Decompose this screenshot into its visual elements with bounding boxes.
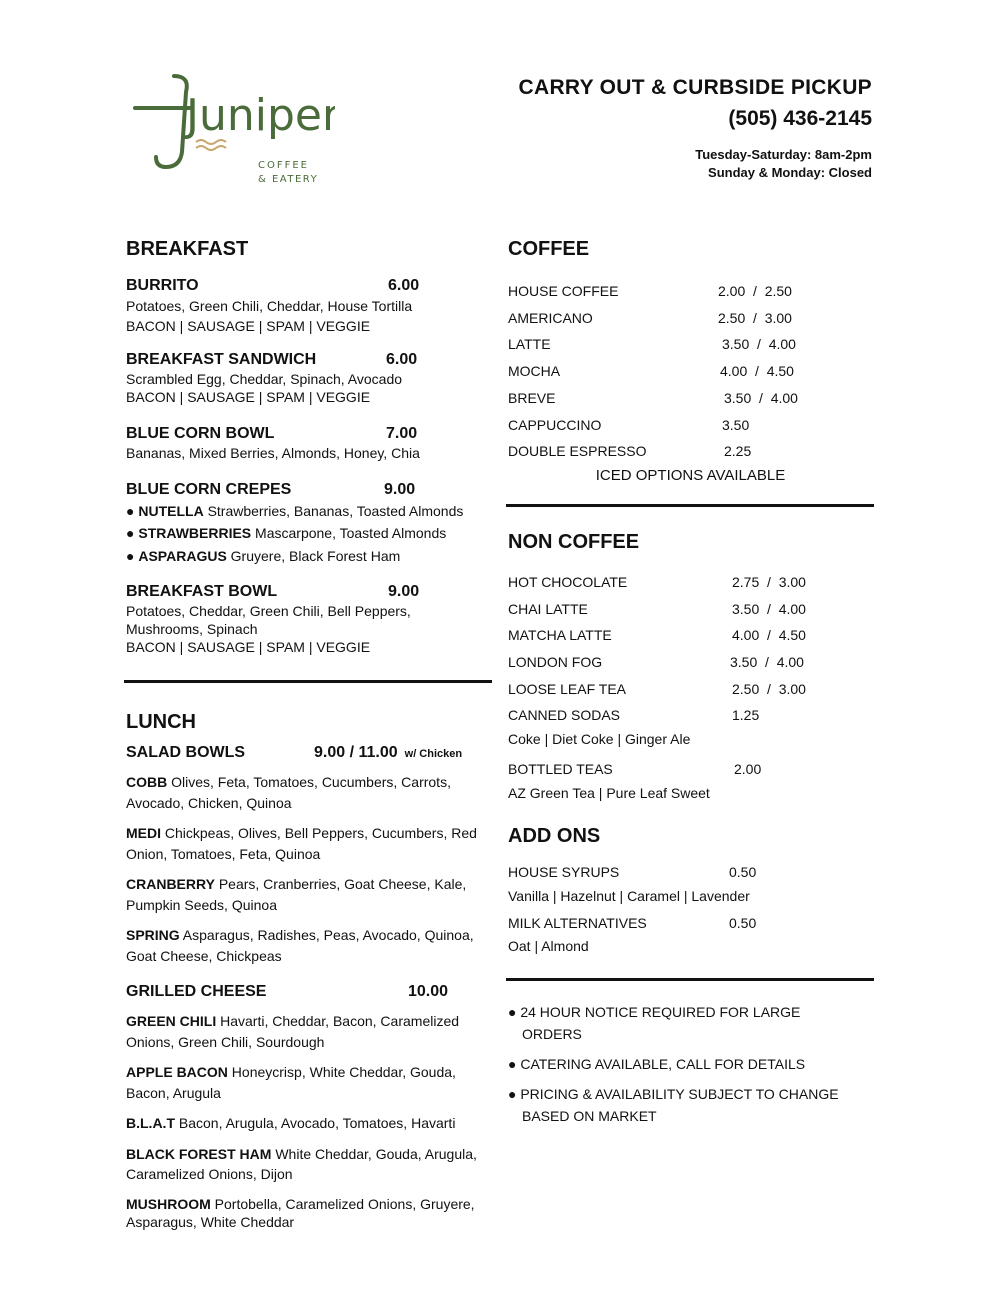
- breakfast-title: BREAKFAST: [126, 238, 249, 260]
- hours-line-2: Sunday & Monday: Closed: [708, 165, 872, 180]
- left-column: [126, 236, 496, 1241]
- addon-sub: Vanilla | Hazelnut | Caramel | Lavender: [508, 887, 750, 904]
- item-desc: Potatoes, Green Chili, Cheddar, House Tortilla: [126, 298, 413, 314]
- header: [519, 74, 872, 182]
- coffee-title: COFFEE: [508, 238, 590, 260]
- item-name: BREAKFAST BOWL: [126, 583, 278, 600]
- add-ons-title: ADD ONS: [508, 824, 601, 847]
- item-options: BACON | SAUSAGE | SPAM | VEGGIE: [126, 639, 371, 655]
- drink-row: CAPPUCCINO 3.50: [508, 416, 750, 433]
- item-desc: Bananas, Mixed Berries, Almonds, Honey, Chia: [126, 445, 420, 461]
- divider: [506, 504, 874, 507]
- note: ● PRICING & AVAILABILITY SUBJECT TO CHANGE BASED ON MARKET: [508, 1086, 839, 1125]
- salad-item: MEDI Chickpeas, Olives, Bell Peppers, Cucumbers, Red Onion, Tomatoes, Feta, Quinoa: [126, 825, 477, 862]
- note: ● 24 HOUR NOTICE REQUIRED FOR LARGE ORDERS: [508, 1004, 801, 1043]
- crepe-option: ● STRAWBERRIES Mascarpone, Toasted Almonds: [126, 525, 447, 541]
- drink-row: BOTTLED TEAS 2.00: [508, 761, 762, 778]
- item-desc: Scrambled Egg, Cheddar, Spinach, Avocado: [126, 371, 403, 387]
- drink-row: CHAI LATTE 3.50 / 4.00: [508, 600, 806, 617]
- breakfast-bowl-item: [126, 582, 496, 656]
- drink-row: AMERICANO 2.50 / 3.00: [508, 309, 792, 326]
- iced-options: ICED OPTIONS AVAILABLE: [595, 466, 786, 484]
- juniper-logo-icon: [130, 72, 335, 187]
- item-price: 6.00: [388, 277, 420, 294]
- item-price: 9.00 / 11.00: [314, 744, 398, 761]
- addon-row: HOUSE SYRUPS 0.50: [508, 863, 757, 880]
- sandwich-item: [126, 350, 496, 406]
- logo-sub2: & EATERY: [258, 174, 319, 185]
- drink-sub: Coke | Diet Coke | Ginger Ale: [508, 731, 691, 748]
- price-note: w/ Chicken: [404, 748, 463, 760]
- burrito-item: [126, 276, 496, 336]
- add-ons-list: [508, 859, 878, 956]
- item-name: BURRITO: [126, 277, 199, 294]
- right-column: [508, 236, 878, 1127]
- salad-item: CRANBERRY Pears, Cranberries, Goat Cheese, Kale, Pumpkin Seeds, Quinoa: [126, 876, 467, 913]
- hours-line-1: Tuesday-Saturday: 8am-2pm: [695, 147, 872, 162]
- grilled-cheese: [126, 982, 496, 1231]
- item-options: BACON | SAUSAGE | SPAM | VEGGIE: [126, 318, 371, 334]
- item-name: GRILLED CHEESE: [126, 983, 267, 1000]
- drink-sub: AZ Green Tea | Pure Leaf Sweet: [508, 784, 710, 801]
- salad-item: COBB Olives, Feta, Tomatoes, Cucumbers, Carrots, Avocado, Chicken, Quinoa: [126, 774, 451, 811]
- drink-row: HOT CHOCOLATE 2.75 / 3.00: [508, 573, 806, 590]
- crepe-option: ● ASPARAGUS Gruyere, Black Forest Ham: [126, 548, 401, 564]
- drink-row: MATCHA LATTE 4.00 / 4.50: [508, 627, 806, 644]
- blue-corn-bowl-item: [126, 424, 496, 462]
- grilled-item: BLACK FOREST HAM White Cheddar, Gouda, Arugula, Caramelized Onions, Dijon: [126, 1145, 477, 1182]
- item-price: 6.00: [386, 351, 418, 368]
- drink-row: MOCHA 4.00 / 4.50: [508, 363, 794, 380]
- item-price: 9.00: [384, 481, 416, 498]
- hours: [519, 146, 872, 182]
- grilled-item: APPLE BACON Honeycrisp, White Cheddar, Gouda, Bacon, Arugula: [126, 1064, 456, 1101]
- drink-row: CANNED SODAS 1.25: [508, 707, 760, 724]
- coffee-list: [508, 278, 878, 465]
- crepes-item: [126, 480, 496, 568]
- grilled-item: B.L.A.T Bacon, Arugula, Avocado, Tomatoes, Havarti: [126, 1115, 456, 1131]
- item-name: BREAKFAST SANDWICH: [126, 351, 317, 368]
- logo-sub1: COFFEE: [258, 160, 309, 171]
- divider: [124, 680, 492, 683]
- drink-row: BREVE 3.50 / 4.00: [508, 389, 798, 406]
- addon-sub: Oat | Almond: [508, 938, 589, 955]
- salad-bowls: [126, 743, 496, 966]
- item-name: BLUE CORN BOWL: [126, 425, 275, 442]
- logo: [130, 72, 335, 187]
- item-price: 10.00: [408, 983, 449, 1000]
- drink-row: LOOSE LEAF TEA 2.50 / 3.00: [508, 680, 806, 697]
- header-title: CARRY OUT & CURBSIDE PICKUP: [518, 76, 872, 99]
- non-coffee-title: NON COFFEE: [508, 530, 640, 553]
- item-price: 7.00: [386, 425, 418, 442]
- phone-number[interactable]: (505) 436-2145: [728, 107, 872, 130]
- grilled-item: MUSHROOM Portobella, Caramelized Onions, Gruyere, Asparagus, White Cheddar: [126, 1195, 475, 1230]
- drink-row: DOUBLE ESPRESSO 2.25: [508, 443, 752, 460]
- note: ● CATERING AVAILABLE, CALL FOR DETAILS: [508, 1056, 806, 1073]
- item-desc: Potatoes, Cheddar, Green Chili, Bell Peppers,: [126, 603, 411, 619]
- item-name: BLUE CORN CREPES: [126, 481, 292, 498]
- notes: [508, 1001, 858, 1127]
- salad-item: SPRING Asparagus, Radishes, Peas, Avocado, Quinoa, Goat Cheese, Chickpeas: [126, 927, 474, 964]
- item-name: SALAD BOWLS: [126, 744, 246, 761]
- item-desc: Mushrooms, Spinach: [126, 621, 258, 637]
- divider: [506, 978, 874, 981]
- drink-row: LATTE 3.50 / 4.00: [508, 336, 796, 353]
- item-options: BACON | SAUSAGE | SPAM | VEGGIE: [126, 389, 371, 405]
- non-coffee-list: [508, 569, 878, 803]
- addon-row: MILK ALTERNATIVES 0.50: [508, 914, 757, 931]
- item-price: 9.00: [388, 583, 420, 600]
- grilled-item: GREEN CHILI Havarti, Cheddar, Bacon, Caramelized Onions, Green Chili, Sourdough: [126, 1013, 460, 1050]
- drink-row: LONDON FOG 3.50 / 4.00: [508, 654, 804, 671]
- lunch-title: LUNCH: [126, 711, 196, 733]
- drink-row: HOUSE COFFEE 2.00 / 2.50: [508, 283, 792, 299]
- crepe-option: ● NUTELLA Strawberries, Bananas, Toasted Almonds: [126, 503, 464, 519]
- logo-text: Juniper: [186, 90, 335, 141]
